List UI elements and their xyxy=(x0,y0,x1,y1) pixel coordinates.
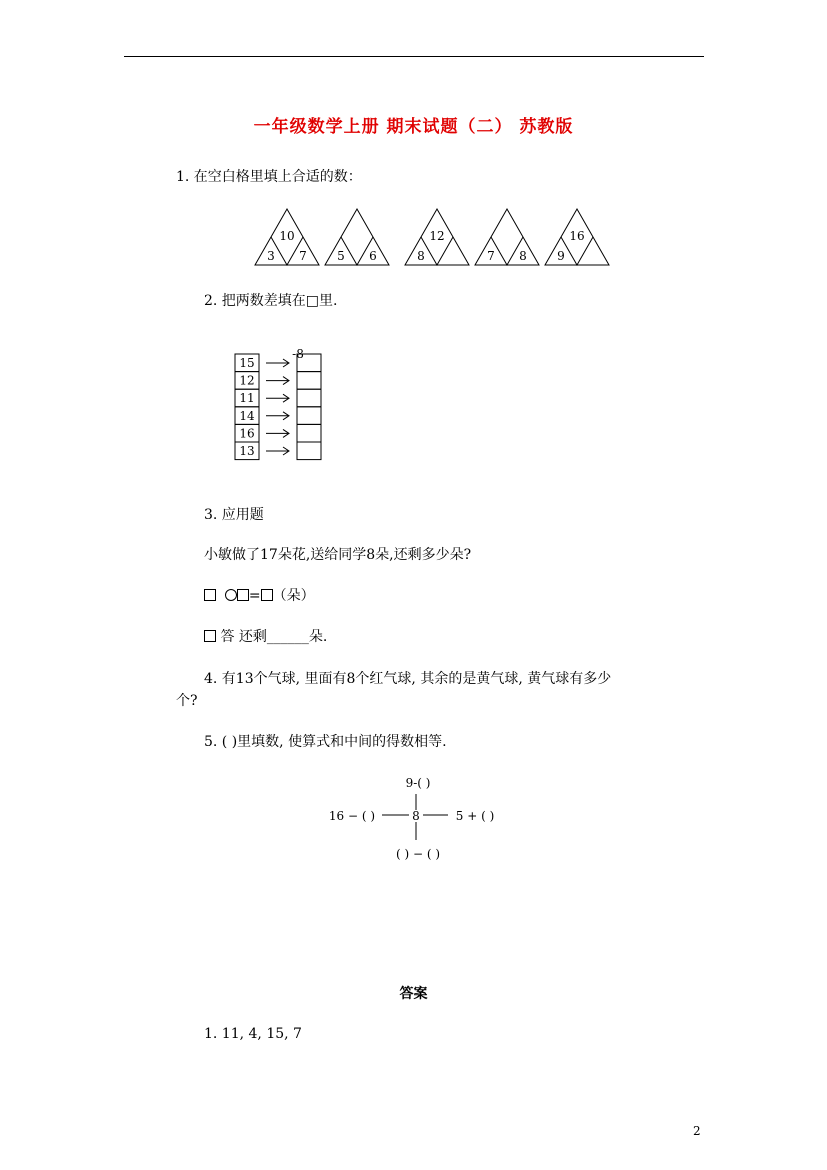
q2-row xyxy=(235,372,321,390)
q3-unit: （朵） xyxy=(272,588,315,604)
triangle-cell-top: 10 xyxy=(279,229,295,243)
q2-number: 12 xyxy=(239,373,255,388)
q3-answer-line xyxy=(204,626,327,646)
q5-cross-diagram xyxy=(320,770,520,870)
answer-box[interactable] xyxy=(297,372,321,390)
q2-number: 13 xyxy=(239,444,255,458)
operator-circle[interactable] xyxy=(225,589,237,601)
blank-box[interactable] xyxy=(261,589,273,601)
q5-bottom-expr: ( ) − ( ) xyxy=(395,847,441,861)
number-triangle xyxy=(475,209,539,265)
answer-1: 1. 11, 4, 15, 7 xyxy=(204,1026,302,1042)
triangle-cell-right: 8 xyxy=(519,249,527,263)
q3-equation: = （朵） xyxy=(204,585,315,605)
q5-text: 5. ( )里填数, 使算式和中间的得数相等. xyxy=(204,734,447,750)
q2-number: 16 xyxy=(239,426,255,441)
answers-heading: 答案 xyxy=(399,986,428,1002)
q3-text: 3. 应用题 xyxy=(204,507,264,523)
q2-operator: -8 xyxy=(292,347,304,361)
q2-row xyxy=(235,442,321,460)
q2-text: 2. 把两数差填在□里. xyxy=(204,293,338,309)
q3-answer-blank[interactable]: ______ xyxy=(266,629,309,645)
q3-answer-suffix: 朵. xyxy=(308,629,328,645)
answer-box[interactable] xyxy=(297,424,321,442)
q2-subtraction-table xyxy=(230,345,330,465)
q5-top-expr: 9-( ) xyxy=(405,776,431,790)
triangle-cell-left: 9 xyxy=(557,249,565,263)
answer-box[interactable] xyxy=(297,389,321,407)
triangle-cell-left: 7 xyxy=(487,249,495,263)
triangle-cell-right: 7 xyxy=(299,249,307,263)
blank-box[interactable] xyxy=(204,589,216,601)
q1-triangles xyxy=(250,205,620,270)
q2-row xyxy=(235,424,321,442)
triangle-cell-left: 5 xyxy=(337,249,345,263)
q4-line1: 4. 有13个气球, 里面有8个红气球, 其余的是黄气球, 黄气球有多少 xyxy=(204,671,612,687)
q5-left-expr: 16 − ( ) xyxy=(328,809,376,823)
blank-box[interactable] xyxy=(237,589,249,601)
triangle-cell-left: 3 xyxy=(267,249,275,263)
q5-right-expr: 5 + ( ) xyxy=(455,809,495,823)
triangle-cell-top: 16 xyxy=(569,229,585,243)
number-triangle xyxy=(325,209,389,265)
number-triangle xyxy=(545,209,609,265)
q1-text: 1. 在空白格里填上合适的数： xyxy=(176,169,362,185)
q2-row xyxy=(235,354,321,372)
number-triangle xyxy=(255,209,319,265)
q2-number: 14 xyxy=(239,408,255,423)
answer-box[interactable] xyxy=(297,442,321,460)
answer-box[interactable] xyxy=(297,407,321,425)
q3-problem: 小敏做了17朵花,送给同学8朵,还剩多少朵? xyxy=(204,547,472,563)
number-triangle xyxy=(405,209,469,265)
q5-center: 8 xyxy=(412,809,420,823)
page-number: 2 xyxy=(693,1124,701,1138)
page-title: 一年级数学上册 期末试题（二） 苏教版 xyxy=(253,117,574,137)
triangle-cell-left: 8 xyxy=(417,249,425,263)
q4-line2: 个? xyxy=(176,693,198,709)
q3-answer-prefix: 答 还剩 xyxy=(220,629,267,645)
q2-row xyxy=(235,407,321,425)
q2-number: 15 xyxy=(239,356,255,370)
q2-row xyxy=(235,389,321,407)
blank-box[interactable] xyxy=(204,630,216,642)
triangle-cell-top: 12 xyxy=(429,229,445,243)
q2-number: 11 xyxy=(239,391,255,406)
triangle-cell-right: 6 xyxy=(369,249,377,263)
header-rule xyxy=(124,56,704,57)
